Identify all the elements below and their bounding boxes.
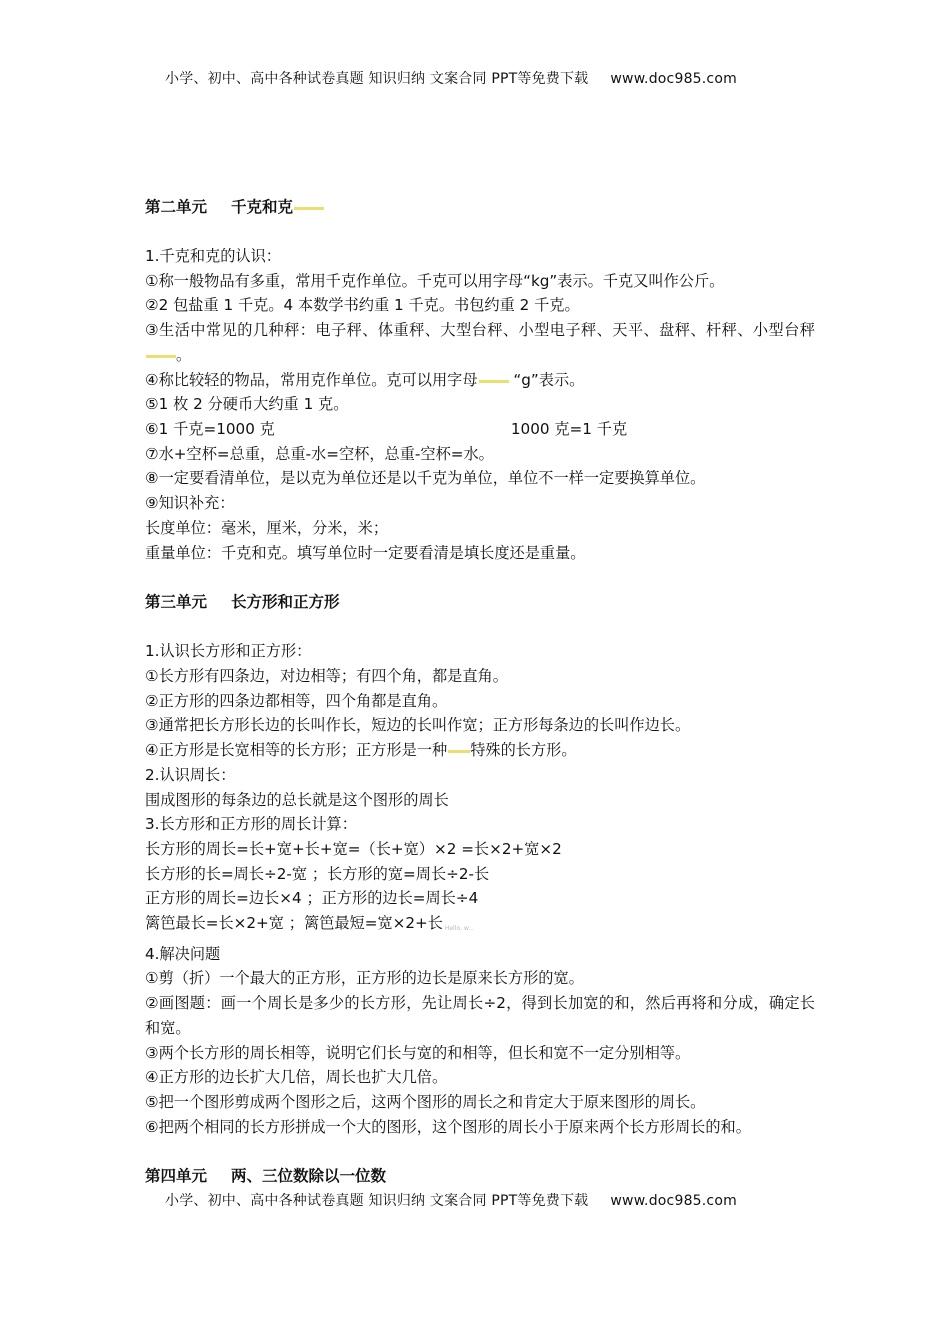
unit3-section4-line4: ④正方形的边长扩大几倍，周长也扩大几倍。	[145, 1068, 448, 1087]
footer-text: 小学、初中、高中各种试卷真题 知识归纳 文案合同 PPT等免费下载	[165, 1193, 589, 1209]
unit2-line7: ⑦水+空杯=总重，总重-水=空杯，总重-空杯=水。	[145, 444, 494, 463]
unit2-line10: 长度单位：毫米，厘米，分米，米；	[145, 518, 388, 537]
unit3-section4-line2: ②画图题：画一个周长是多少的长方形，先让周长÷2，得到长加宽的和，然后再将和分成，确定长和宽。	[145, 994, 815, 1037]
unit3-section3-line4	[145, 911, 815, 942]
unit3-line2: ②正方形的四条边都相等，四个角都是直角。	[145, 691, 448, 710]
unit3-heading	[145, 590, 815, 615]
unit3-title: 第三单元	[145, 592, 208, 611]
highlight-mark	[479, 380, 509, 383]
unit3-section4-line6: ⑥把两个相同的长方形拼成一个大的图形，这个图形的周长小于原来两个长方形周长的和。	[145, 1117, 751, 1136]
unit2-title: 第二单元	[145, 197, 208, 216]
unit3-section4-title: 4.解决问题	[145, 944, 221, 963]
unit3-section1-title: 1.认识长方形和正方形：	[145, 642, 312, 661]
unit3-line4-a: ④正方形是长宽相等的长方形；正方形是一种	[145, 741, 448, 760]
page-header	[165, 68, 737, 88]
header-url[interactable]: www.doc985.com	[610, 71, 737, 87]
highlight-mark	[294, 207, 324, 210]
unit3-section4-line5: ⑤把一个图形剪成两个图形之后，这两个图形的周长之和肯定大于原来图形的周长。	[145, 1092, 706, 1111]
footer-url[interactable]: www.doc985.com	[610, 1193, 737, 1209]
document-body	[145, 170, 815, 1189]
unit4-title: 第四单元	[145, 1167, 208, 1186]
unit3-section3-title: 3.长方形和正方形的周长计算：	[145, 815, 357, 834]
unit3-section2-title: 2.认识周长：	[145, 765, 236, 784]
unit3-section2-line1: 围成图形的每条边的总长就是这个图形的周长	[145, 790, 449, 809]
unit2-line4-b: “g”表示。	[513, 370, 585, 389]
unit4-heading	[145, 1164, 815, 1189]
unit3-section4-line3: ③两个长方形的周长相等，说明它们长与宽的和相等，但长和宽不一定分别相等。	[145, 1043, 691, 1062]
unit2-line11: 重量单位：千克和克。填写单位时一定要看清是填长度还是重量。	[145, 543, 586, 562]
unit2-line4	[145, 368, 815, 393]
header-text: 小学、初中、高中各种试卷真题 知识归纳 文案合同 PPT等免费下载	[165, 71, 589, 87]
unit4-subtitle: 两、三位数除以一位数	[231, 1167, 387, 1186]
unit3-line4	[145, 738, 815, 763]
unit3-section4-line1: ①剪（折）一个最大的正方形，正方形的边长是原来长方形的宽。	[145, 969, 584, 988]
unit2-subtitle: 千克和克	[231, 197, 294, 216]
unit3-section3-line4-text: 篱笆最长=长×2+宽 ；篱笆最短=宽×2+长	[145, 914, 443, 933]
unit3-line3: ③通常把长方形长边的长叫作长，短边的长叫作宽；正方形每条边的长叫作边长。	[145, 716, 691, 735]
unit3-section3-line2: 长方形的长=周长÷2-宽 ；长方形的宽=周长÷2-长	[145, 864, 490, 883]
unit2-line9: ⑨知识补充：	[145, 494, 235, 513]
unit2-line8: ⑧一定要看清单位，是以克为单位还是以千克为单位，单位不一样一定要换算单位。	[145, 469, 706, 488]
unit3-section3-line3: 正方形的周长=边长×4 ；正方形的边长=周长÷4	[145, 889, 479, 908]
unit3-subtitle: 长方形和正方形	[231, 592, 340, 611]
unit2-line6-b: 1000 克=1 千克	[510, 420, 628, 438]
unit2-line4-a: ④称比较轻的物品，常用克作单位。克可以用字母	[145, 370, 478, 389]
unit3-section3-line1: 长方形的周长=长+宽+长+宽=（长+宽）×2 =长×2+宽×2	[145, 839, 562, 858]
highlight-mark	[146, 355, 176, 358]
tiny-annotation: Hello, w...	[444, 925, 475, 933]
unit2-heading	[145, 195, 815, 220]
unit2-line6	[145, 417, 815, 442]
unit2-line1: ①称一般物品有多重，常用千克作单位。千克可以用字母“kg”表示。千克又叫作公斤。	[145, 271, 725, 290]
highlight-mark	[448, 750, 470, 753]
unit2-line3	[145, 318, 815, 367]
unit2-line6-a: ⑥1 千克=1000 克	[145, 420, 275, 438]
unit2-line3-end: 。	[176, 345, 192, 364]
unit3-line1: ①长方形有四条边，对边相等；有四个角，都是直角。	[145, 667, 508, 685]
unit2-line2: ②2 包盐重 1 千克。4 本数学书约重 1 千克。书包约重 2 千克。	[145, 296, 580, 315]
unit2-section1-title: 1.千克和克的认识：	[145, 247, 281, 266]
unit2-line3-text: ③生活中常见的几种秤：电子秤、体重秤、大型台秤、小型电子秤、天平、盘秤、杆秤、小型台秤	[145, 321, 815, 340]
unit2-line5: ⑤1 枚 2 分硬币大约重 1 克。	[145, 395, 349, 414]
unit3-line4-b: 特殊的长方形。	[470, 741, 577, 760]
page-footer	[165, 1190, 737, 1210]
